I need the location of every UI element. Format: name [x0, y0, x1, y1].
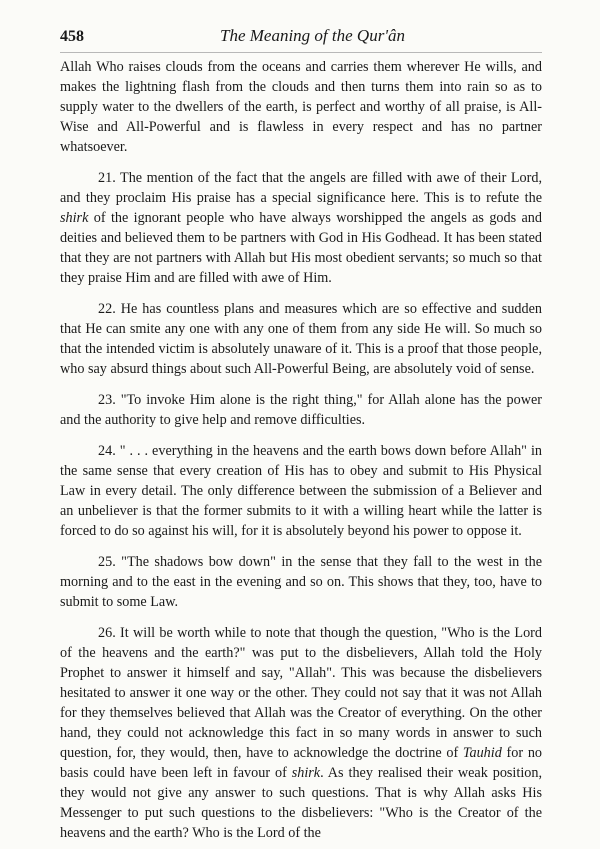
note-26-text-b: for no basis could have been left in favour of	[60, 745, 543, 781]
running-title: The Meaning of the Qur'ân	[220, 26, 405, 45]
note-26-text-c: . As they realised their weak position, they would not give any answer to such questions. That is why Allah asks His Messenger to put such questions to the disbelievers: "Who is the Creator of the heavens and the earth? Who is the Lord of the	[60, 765, 542, 841]
note-21-text-a: 21. The mention of the fact that the angels are filled with awe of their Lord, and they proclaim His praise has a special significance here. This is to refute the	[60, 170, 542, 206]
note-25	[60, 552, 542, 612]
note-26-italic-tauhid: Tauhid	[462, 745, 502, 761]
page-header	[60, 26, 542, 53]
paragraph-continuation	[60, 57, 542, 157]
note-21	[60, 168, 542, 288]
note-24	[60, 441, 542, 541]
note-23	[60, 390, 542, 430]
note-22	[60, 299, 542, 379]
note-26-text-a: 26. It will be worth while to note that though the question, "Who is the Lord of the heavens and the earth?" was put to the disbelievers, Allah told the Holy Prophet to answer it himself and say, "Allah". This was because the disbelievers hesitated to answer it one way or the other. They could not say that it was not Allah for they themselves believed that Allah was the Creator of everything. On the other hand, they could not acknowledge this fact in so many words in answer to such question, for, they would, then, have to acknowledge the doctrine of	[60, 625, 542, 761]
paragraph-text: Allah Who raises clouds from the oceans and carries them wherever He wills, and makes the lightning flash from the clouds and then turns them into rain so as to supply water to the dwellers of the earth, is perfect and worthy of all praise, is All-Wise and All-Powerful and is flawless in every respect and has no partner whatsoever.	[60, 59, 542, 155]
note-25-text: 25. "The shadows bow down" in the sense that they fall to the west in the morning and to the east in the evening and so on. This shows that they, too, have to submit to some Law.	[60, 554, 542, 610]
note-21-text-b: of the ignorant people who have always worshipped the angels as gods and deities and believed them to be partners with God in His Godhead. It has been stated that they are not partners with Allah but His most obedient servants; so much so that they praise Him and are filled with awe of Him.	[60, 210, 542, 286]
page-number: 458	[60, 28, 84, 45]
note-22-text: 22. He has countless plans and measures which are so effective and sudden that He can smite any one with any one of them from any side He will. So much so that the intended victim is absolutely unaware of it. This is a proof that those people, who say absurd things about such All-Powerful Being, are absolutely void of sense.	[60, 301, 542, 377]
note-23-text: 23. "To invoke Him alone is the right thing," for Allah alone has the power and the authority to give help and remove difficulties.	[60, 392, 542, 428]
note-24-text: 24. " . . . everything in the heavens and the earth bows down before Allah" in the same sense that every creation of His has to obey and submit to His Physical Law in every detail. The only difference between the submission of a Believer and an unbeliever is that the former submits to it with a willing heart while the latter is forced to do so against his will, for it is absolutely beyond his power to oppose it.	[60, 443, 542, 539]
note-26-italic-shirk: shirk	[291, 765, 321, 781]
note-26	[60, 623, 542, 843]
note-21-italic-term: shirk	[60, 210, 89, 226]
